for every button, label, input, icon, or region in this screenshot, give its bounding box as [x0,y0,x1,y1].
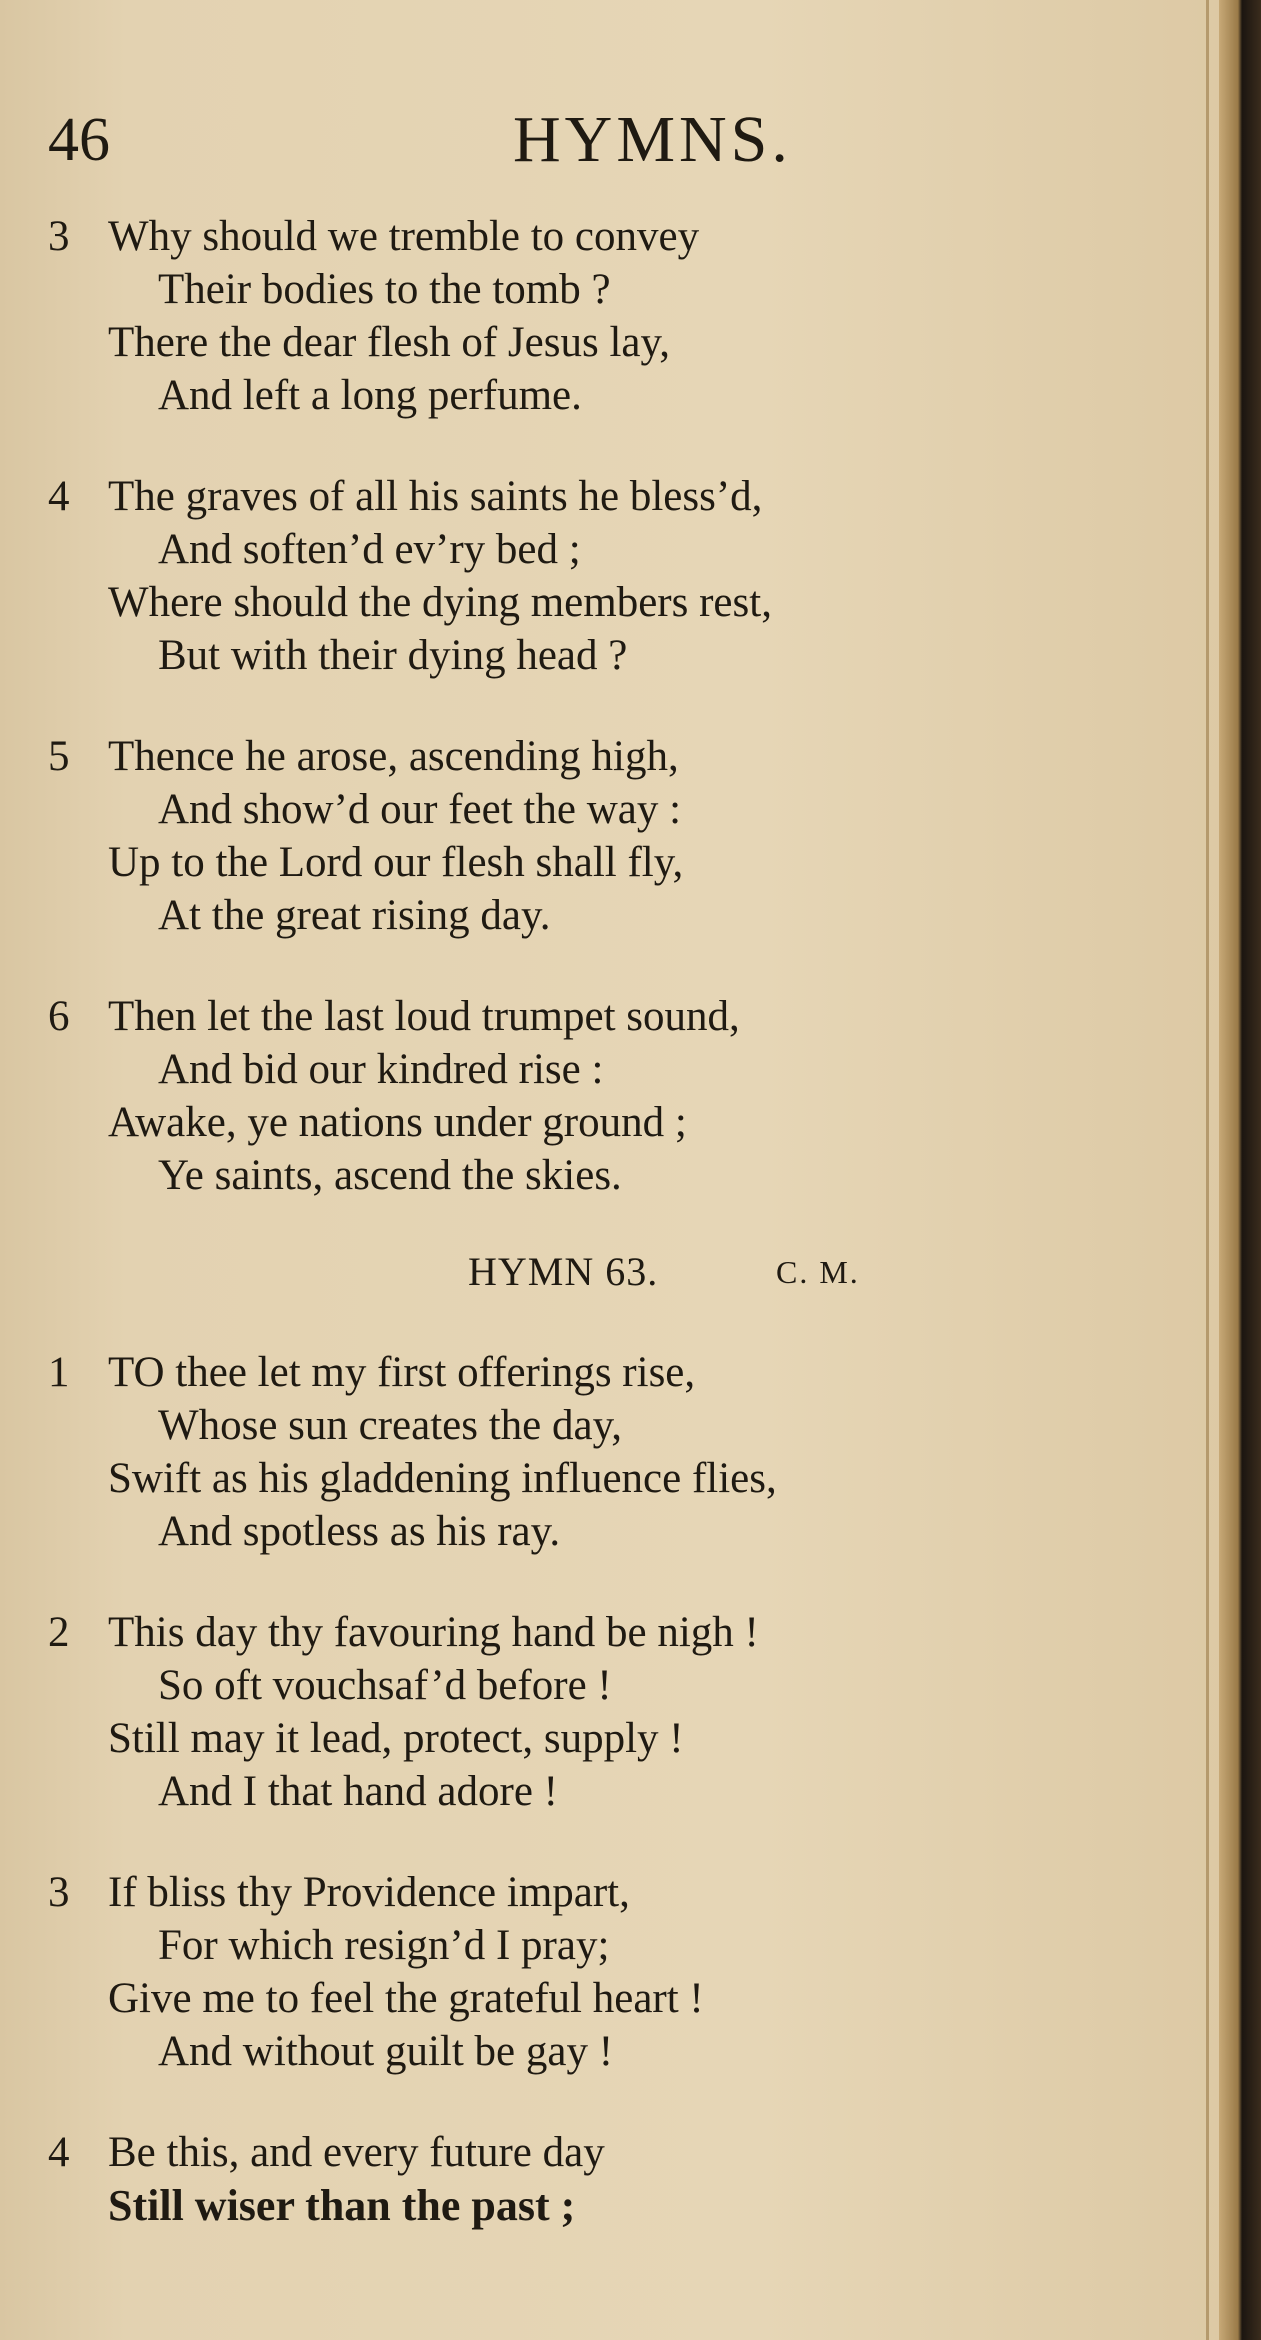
verse-line: Up to the Lord our flesh shall fly, [108,839,684,886]
verse-line: Still wiser than the past ; [108,2181,576,2230]
hymn-meter: C. M. [776,1254,860,1290]
stanza-number: 4 [48,473,70,520]
verse-line: And bid our kindred rise : [158,1046,604,1093]
stanza [48,1346,1188,1558]
verse-line: Where should the dying members rest, [108,579,772,626]
page-header [48,100,1178,180]
stanza [48,990,1188,1202]
verse-line: And I that hand adore ! [158,1768,558,1815]
verse-line: Ye saints, ascend the skies. [158,1152,622,1199]
verse-line: Awake, ye nations under ground ; [108,1099,687,1146]
verse-line: For which resign’d I pray; [158,1922,610,1969]
verse-line: Their bodies to the tomb ? [158,266,611,313]
stanza [48,1866,1188,2078]
verse-line: If bliss thy Providence impart, [108,1869,630,1916]
verse-line: Still may it lead, protect, supply ! [108,1715,684,1762]
page-body [48,210,1188,2280]
verse-line: And spotless as his ray. [158,1508,561,1555]
running-title: HYMNS. [513,103,792,176]
page-number: 46 [48,106,110,174]
stanza-number: 4 [48,2129,70,2176]
stanza [48,1606,1188,1818]
verse-line: There the dear flesh of Jesus lay, [108,319,670,366]
verse-line: Whose sun creates the day, [158,1402,623,1449]
verse-line: The graves of all his saints he bless’d, [108,473,763,520]
hymn-heading [48,1242,1188,1302]
verse-line: Swift as his gladdening influence flies, [108,1455,777,1502]
verse-line: Why should we tremble to convey [108,213,700,260]
stanza [48,2126,1188,2232]
verse-line: And without guilt be gay ! [158,2028,614,2075]
stanza-number: 3 [48,1869,70,1916]
verse-line: And show’d our feet the way : [158,786,682,833]
stanza-number: 3 [48,213,70,260]
hymn-title: HYMN 63. [468,1249,659,1294]
stanza-number: 5 [48,733,70,780]
verse-line: Be this, and every future day [108,2129,605,2176]
verse-line: Then let the last loud trumpet sound, [108,993,740,1040]
verse-line: Thence he arose, ascending high, [108,733,679,780]
stanza-number: 1 [48,1349,70,1396]
verse-line: This day thy favouring hand be nigh ! [108,1609,759,1656]
verse-line: And soften’d ev’ry bed ; [158,526,581,573]
verse-line: At the great rising day. [158,892,551,939]
verse-line: Give me to feel the grateful heart ! [108,1975,704,2022]
verse-line: But with their dying head ? [158,632,628,679]
verse-line: TO thee let my first offerings rise, [108,1349,696,1396]
stanza [48,730,1188,942]
stanza-number: 2 [48,1609,70,1656]
book-binding-edge [1219,0,1261,2340]
page-edge-line [1206,0,1209,2340]
stanza [48,210,1188,422]
verse-line: So oft vouchsaf’d before ! [158,1662,612,1709]
stanza [48,470,1188,682]
stanza-number: 6 [48,993,70,1040]
verse-line: And left a long perfume. [158,372,582,419]
